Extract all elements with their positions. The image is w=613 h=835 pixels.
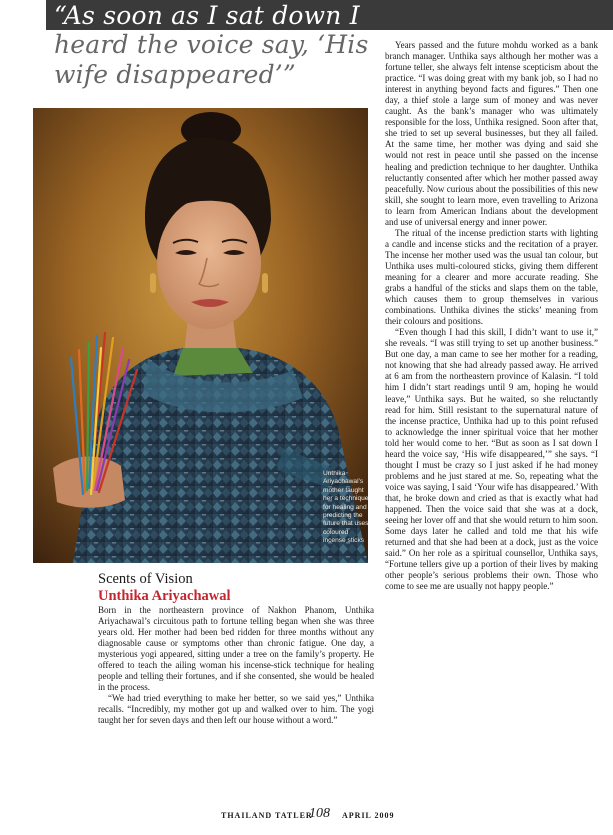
right-column-article-text [385, 40, 598, 592]
footer-page-number: 108 [309, 806, 330, 821]
pull-quote-headline-line-1: “As soon as I sat down I [54, 1, 360, 30]
photo-caption: Unthika Ariyachawal’s mother taught her a technique for healing and predicting the future that uses coloured incense sticks [323, 470, 369, 545]
footer-magazine-name: THAILAND TATLER [221, 811, 313, 820]
portrait-illustration [33, 108, 368, 563]
section-title: Scents of Vision [98, 571, 193, 587]
page-footer [0, 806, 613, 822]
portrait-photo [33, 108, 368, 563]
article-paragraph: “Even though I had this skill, I didn’t want to use it,” she reveals. “I was still trying to set up another business.” But one day, a man came to see her mother for a reading, not knowing that she had already passed away. He arrived at 6 am from the northeastern province of Kalasin. “I told him I didn’t start readings until 9 am, hoping he would leave,” Unthika says. But he waited, so she reluctantly read for him. Still resistant to the supernatural nature of the incense practice, Unthika had up to this point refused to acknowledge the inner spiritual voice that her mother told her would come to her. “But as soon as I sat down I heard the voice say, ‘His wife disappeared,’” she says. “I thought I must be crazy so I just asked if he had money problems and he just stared at me. So, repeating what the voice was saying, I said ‘Your wife has disappeared.’ With that, he broke down and cried as that is exactly what had happened. Then the voice said that she was at a dock, seeing her lover off and that she would return to him soon. Some days later he called and told me that his wife returned and that she had been at a dock, just as the voice said.” On her role as a spiritual counsellor, Unthika says, “Fortune tellers give up a portion of their lives by making other people’s serious problems their own. Those who come to see me are usually not happy people.” [385, 327, 598, 592]
footer-issue-date: APRIL 2009 [342, 811, 395, 820]
left-column-article-text [98, 605, 374, 727]
article-paragraph: Born in the northeastern province of Nakhon Phanom, Unthika Ariyachawal’s circuitous path to fortune telling began when she was three years old. Her mother had been bed ridden for three months without any diagnosable cause or symptoms other than chronic fatigue. One day, a mysterious yogi appeared, sitting under a tree on the family’s property. He offered to teach the ailing woman his incense-stick technique for healing people and telling their fortunes, and if she consented, she would be healed in the process. [98, 605, 374, 693]
pull-quote-headline-line-2: heard the voice say, ‘His [54, 30, 369, 59]
pull-quote-headline-line-3: wife disappeared’” [54, 60, 296, 89]
article-paragraph: “We had tried everything to make her better, so we said yes,” Unthika recalls. “Incredibly, my mother got up and walked over to him. The yogi taught her for seven days and then left our house without a word.” [98, 693, 374, 726]
article-paragraph: The ritual of the incense prediction starts with lighting a candle and incense sticks and the recitation of a prayer. The incense her mother used was the usual tan colour, but Unthika uses multi-coloured sticks, giving them different meaning for a clearer and more accurate reading. She grabs a handful of the sticks and slaps them on the table, which causes them to group themselves in various combinations. Unthika divines the sticks’ meaning from their colours and positions. [385, 227, 598, 327]
article-paragraph: Years passed and the future mohdu worked as a bank branch manager. Unthika says although her mother was a fortune teller, she always felt intense scepticism about the practice. “I was doing great with my bank job, so I had no interest in anything beyond facts and figures.” Then one day, a thief stole a large sum of money and was never caught. As the bank’s manager who was ultimately responsible for the loss, Unthika resigned. Soon after that, she tried to set up several businesses, but they all failed. At the same time, her mother was dying and said she would not rest in peace until she passed on the incense healing and prediction technique to her daughter. Unthika reluctantly consented after which her mother passed away peacefully. Now curious about the possibilities of this new skill, she sought to learn more, even travelling to Arizona to learn from American Indians about the development and use of universal energy and inner power. [385, 40, 598, 227]
person-name: Unthika Ariyachawal [98, 588, 231, 604]
